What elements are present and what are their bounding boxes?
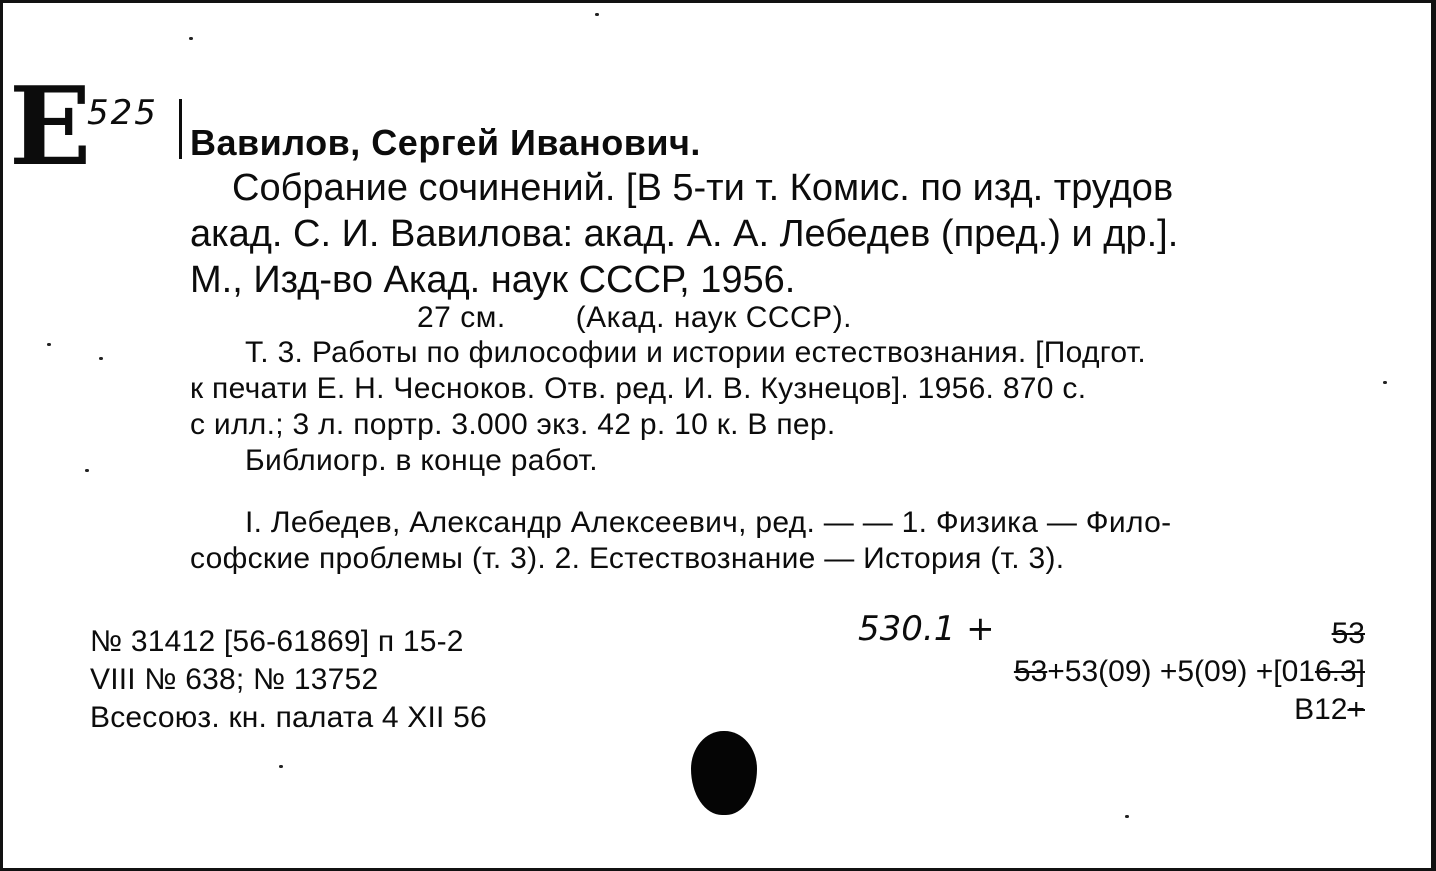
tracings — [190, 505, 1370, 577]
classification-code: В12 — [1294, 693, 1348, 726]
call-number: 525 — [87, 93, 158, 133]
registration-line: VIII № 638; № 13752 — [90, 663, 379, 696]
volume-note — [190, 335, 1370, 479]
author-heading: Вавилов, Сергей Иванович. — [190, 122, 701, 163]
volume-line: к печати Е. Н. Чесноков. Отв. ред. И. В. Кузнецов]. 1956. 870 с. — [190, 372, 1087, 405]
title-statement — [190, 165, 1370, 303]
classification-line — [1014, 615, 1365, 653]
struck-code: 53 — [1331, 617, 1365, 650]
tracing-line: софские проблемы (т. 3). 2. Естествознание — История (т. 3). — [190, 542, 1065, 575]
registration-line: Всесоюз. кн. палата 4 XII 56 — [90, 701, 487, 734]
physical-description — [417, 300, 852, 336]
title-line: акад. С. И. Вавилова: акад. А. А. Лебедев (пред.) и др.]. — [190, 213, 1179, 255]
dust-speck — [85, 469, 89, 472]
tracing-line: I. Лебедев, Александр Алексеевич, ред. — — 1. Физика — Фило- — [245, 506, 1172, 539]
struck-code: + — [1347, 693, 1365, 726]
call-number-letter: Е — [9, 64, 88, 190]
classification-code: +53(09) +5(09) +[01 — [1047, 655, 1315, 688]
dust-speck — [189, 37, 193, 40]
volume-line: с илл.; 3 л. портр. 3.000 экз. 42 р. 10 к. В пер. — [190, 408, 836, 441]
size-text: 27 см. — [417, 301, 506, 334]
handwritten-classification: 530.1 + — [858, 609, 995, 649]
bibliography-note: Библиогр. в конце работ. — [245, 444, 598, 477]
dust-speck — [1383, 381, 1387, 384]
dust-speck — [595, 13, 599, 16]
dust-speck — [1125, 815, 1129, 818]
struck-code: 53 — [1013, 655, 1048, 688]
registration-block — [90, 623, 487, 737]
title-line: Собрание сочинений. [В 5-ти т. Комис. по изд. трудов — [232, 167, 1174, 209]
call-number-bracket — [179, 99, 182, 159]
dust-speck — [99, 357, 103, 360]
dust-speck — [47, 343, 51, 346]
classification-line — [1014, 691, 1365, 729]
dust-speck — [279, 765, 283, 768]
punch-hole — [691, 731, 757, 815]
registration-line: № 31412 [56-61869] п 15-2 — [90, 625, 464, 658]
title-line: М., Изд-во Акад. наук СССР, 1956. — [190, 259, 796, 301]
classification-line — [1014, 653, 1365, 691]
series-text: (Акад. наук СССР). — [575, 301, 853, 334]
classification-block — [1014, 615, 1365, 729]
volume-line: Т. 3. Работы по философии и истории естествознания. [Подгот. — [245, 336, 1147, 369]
struck-code: 6.3] — [1314, 655, 1365, 688]
